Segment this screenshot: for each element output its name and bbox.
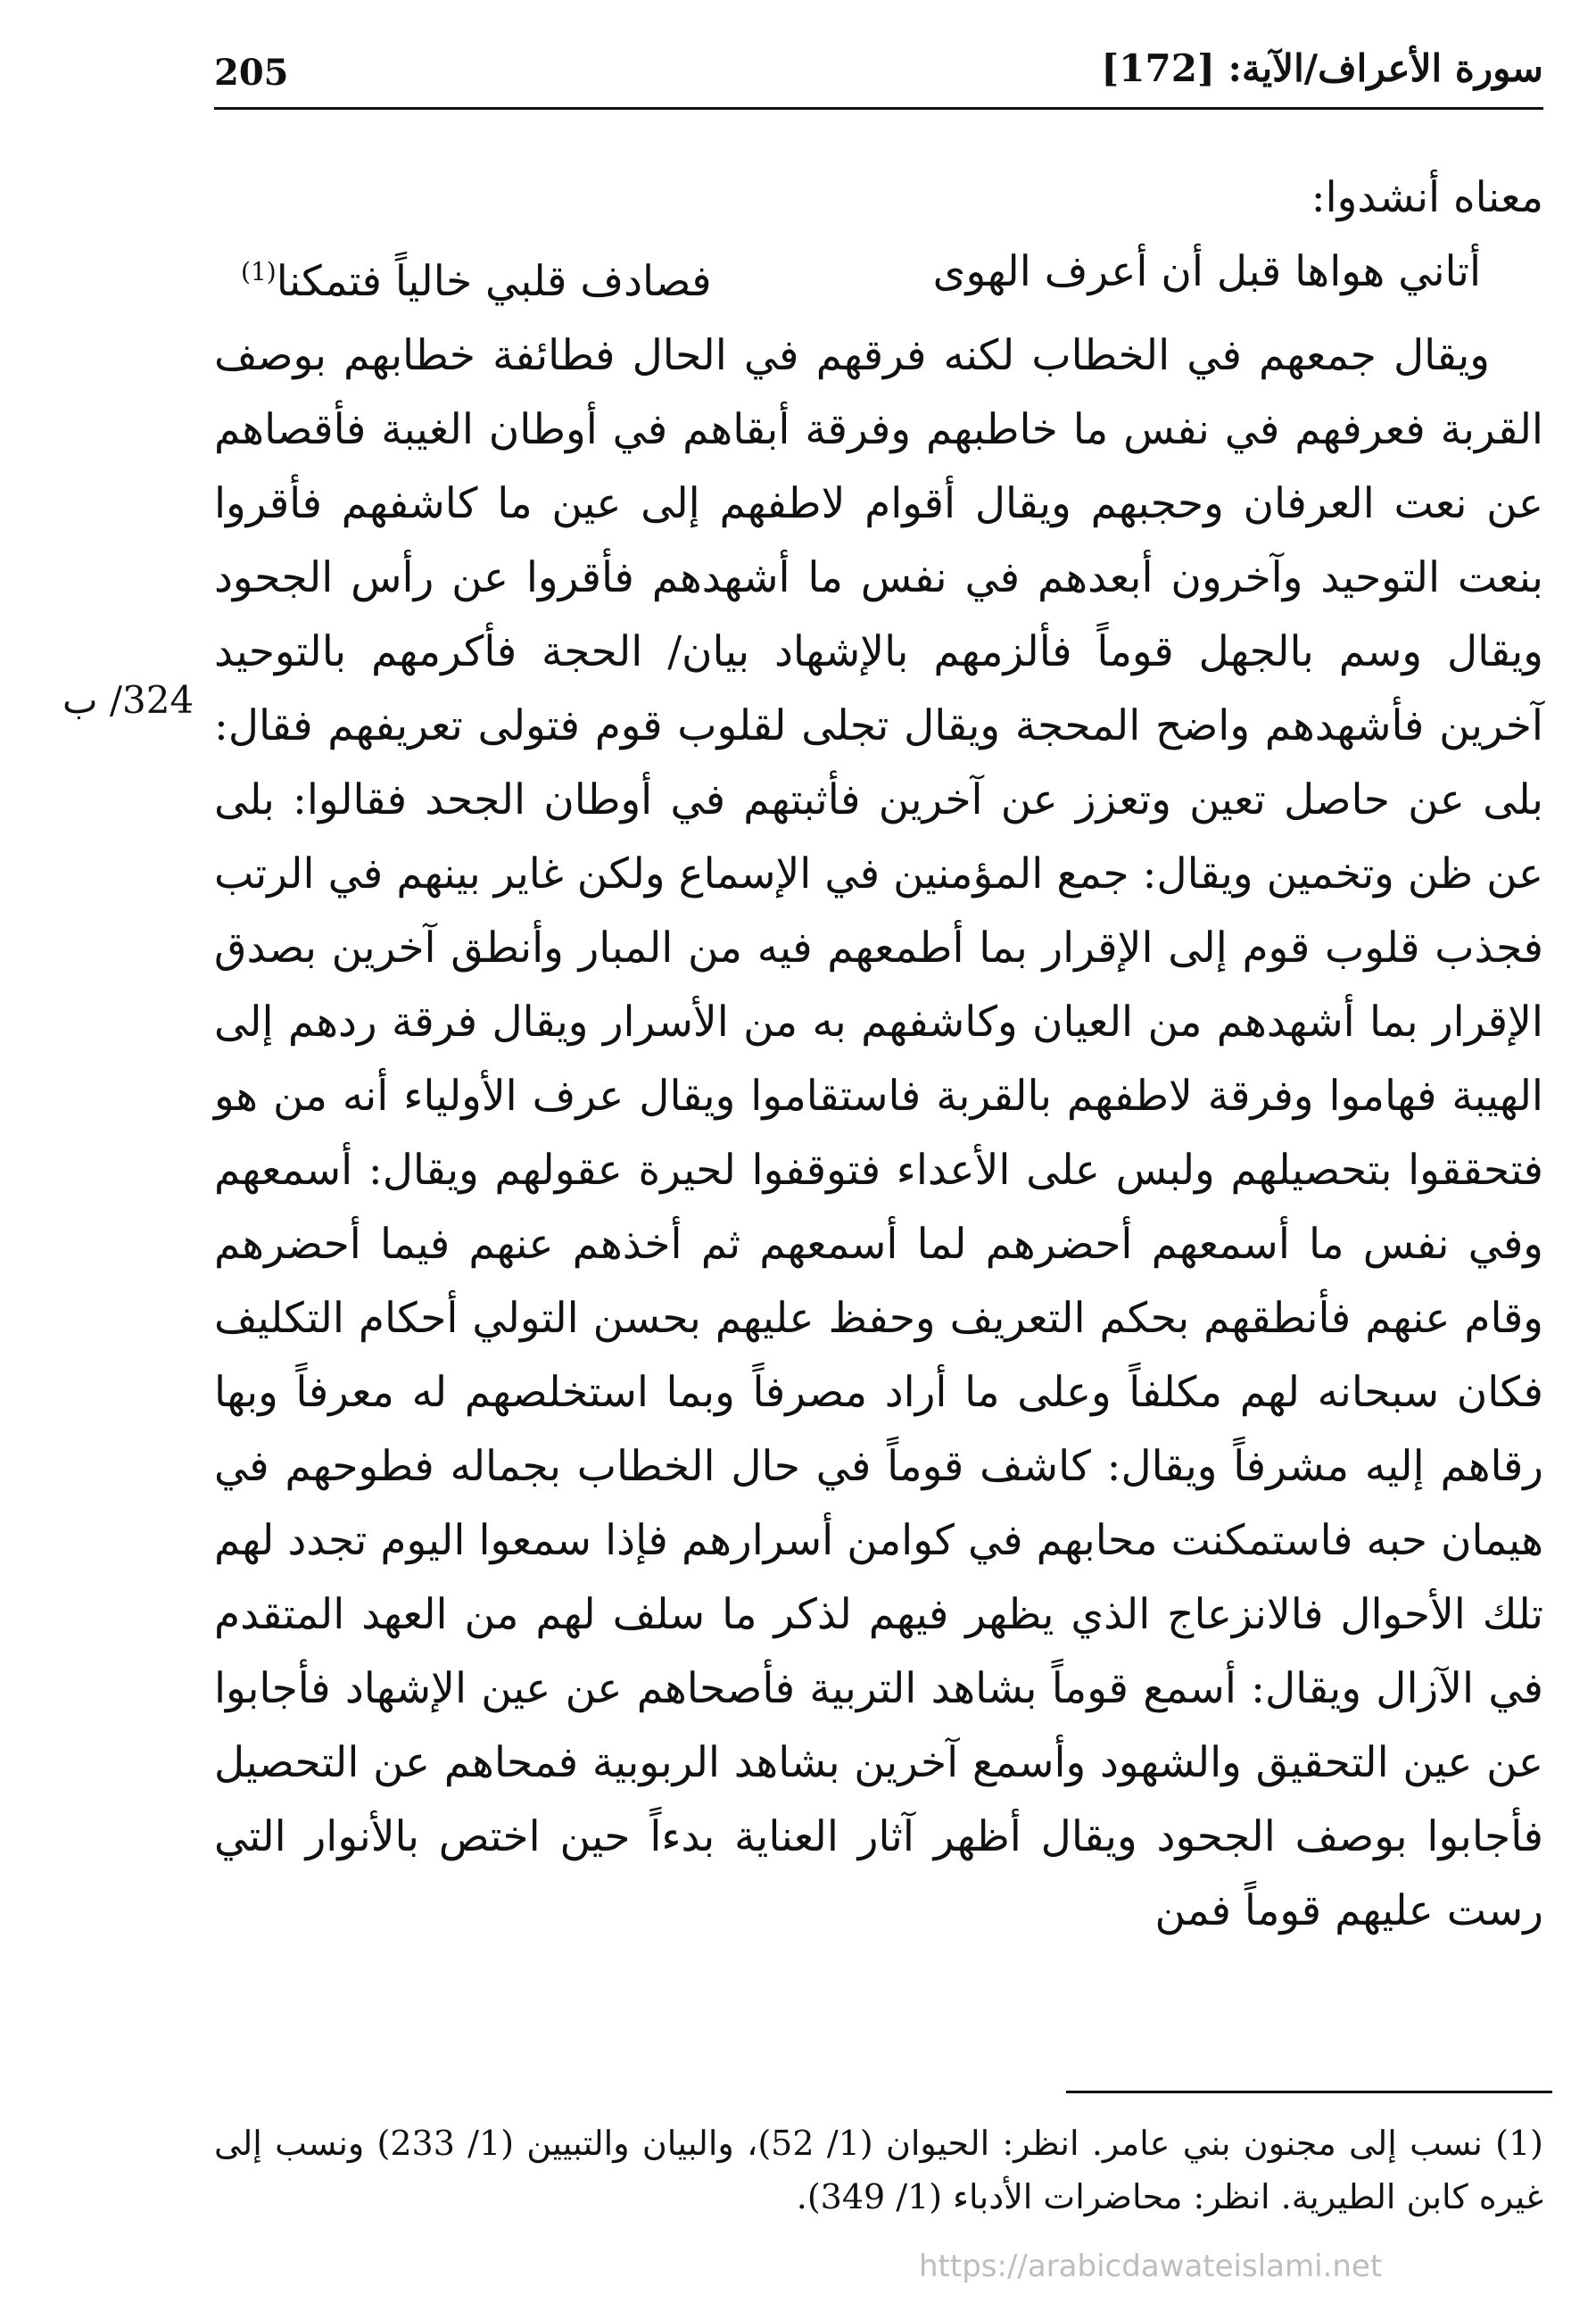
poetry-verse: [241, 235, 1481, 319]
manuscript-folio-note: 324/ ب: [62, 678, 194, 722]
page-header: [214, 36, 1543, 110]
footnote-reference[interactable]: (1): [241, 257, 277, 286]
intro-line: معناه أنشدوا:: [1311, 173, 1543, 222]
footnotes: [214, 2116, 1543, 2224]
footnote-divider: [1066, 2091, 1552, 2093]
watermark-url: https://arabicdawateislami.net: [919, 2249, 1383, 2284]
verse-hemistich-second-text: فصادف قلبي خالياً فتمكنا: [276, 256, 712, 306]
running-head: سورة الأعراف/الآية: [172]: [1101, 46, 1543, 90]
verse-hemistich-first: أتاني هواها قبل أن أعرف الهوى: [932, 247, 1481, 296]
verse-hemistich-second: [241, 235, 712, 319]
footnote-1: (1) نسب إلى مجنون بني عامر. انظر: الحيوان (1/ 52)، والبيان والتبيين (1/ 233) ونسب إلى غيره كابن الطيرية. انظر: محاضرات الأدباء (1/ 349).: [214, 2124, 1543, 2216]
page-number: 205: [214, 52, 289, 94]
main-text: [214, 161, 1543, 1948]
body-paragraph: ويقال جمعهم في الخطاب لكنه فرقهم في الحال فطائفة خطابهم بوصف القربة فعرفهم في نفس ما خاطبهم وفرقة أبقاهم في أوطان الغيبة فأقصاهم عن نعت العرفان وحجبهم ويقال أقوام لاطفهم إلى عين ما كاشفهم فأقروا بنعت التوحيد وآخرون أبعدهم في نفس ما أشهدهم فأقروا عن رأس الجحود ويقال وسم بالجهل قوماً فألزمهم بالإشهاد بيان/ الحجة فأكرمهم بالتوحيد آخرين فأشهدهم واضح المحجة ويقال تجلى لقلوب قوم فتولى تعريفهم فقال: بلى عن حاصل تعين وتعزز عن آخرين فأثبتهم في أوطان الجحد فقالوا: بلى عن ظن وتخمين ويقال: جمع المؤمنين في الإسماع ولكن غاير بينهم في الرتب فجذب قلوب قوم إلى الإقرار بما أطمعهم فيه من المبار وأنطق آخرين بصدق الإقرار بما أشهدهم من العيان وكاشفهم به من الأسرار ويقال فرقة ردهم إلى الهيبة فهاموا وفرقة لاطفهم بالقربة فاستقاموا ويقال عرف الأولياء أنه من هو فتحققوا بتحصيلهم ولبس على الأعداء فتوقفوا لحيرة عقولهم ويقال: أسمعهم وفي نفس ما أسمعهم أحضرهم لما أسمعهم ثم أخذهم عنهم فيما أحضرهم وقام عنهم فأنطقهم بحكم التعريف وحفظ عليهم بحسن التولي أحكام التكليف فكان سبحانه لهم مكلفاً وعلى ما أراد مصرفاً وبما استخلصهم له معرفاً وبها رقاهم إليه مشرفاً ويقال: كاشف قوماً في حال الخطاب بجماله فطوحهم في هيمان حبه فاستمكنت محابهم في كوامن أسرارهم فإذا سمعوا اليوم تجدد لهم تلك الأحوال فالانزعاج الذي يظهر فيهم لذكر ما سلف لهم من العهد المتقدم في الآزال ويقال: أسمع قوماً بشاهد التربية فأصحاهم عن عين الإشهاد فأجابوا عن عين التحقيق والشهود وأسمع آخرين بشاهد الربوبية فمحاهم عن التحصيل فأجابوا بوصف الجحود ويقال أظهر آثار العناية بدءاً حين اختص بالأنوار التي رست عليهم قوماً فمن: [214, 330, 1543, 1935]
